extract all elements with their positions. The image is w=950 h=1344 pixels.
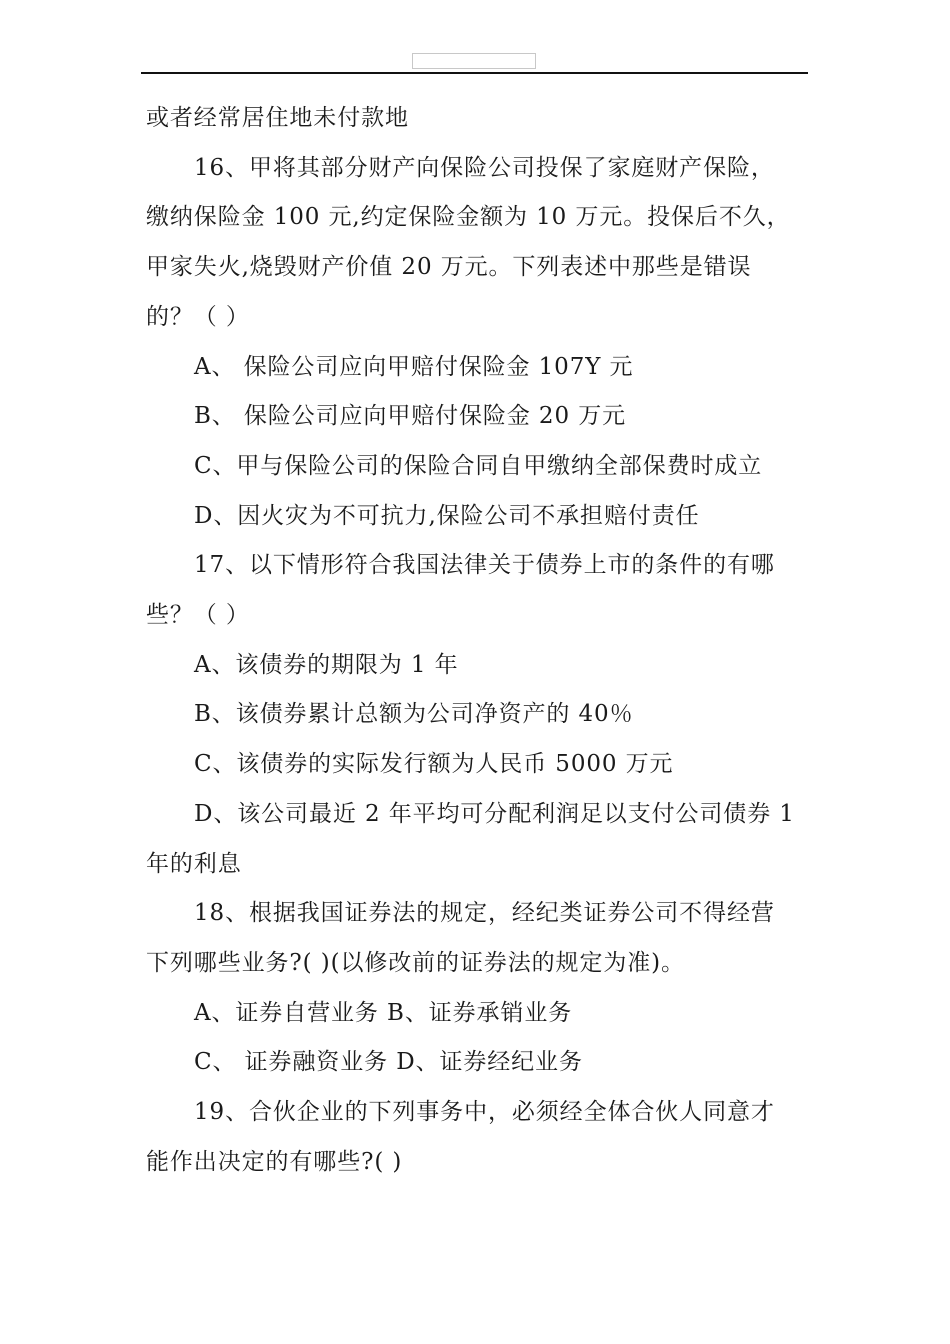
text-line-7: B、 保险公司应向甲赔付保险金 20 万元 <box>194 403 627 430</box>
text-line-16: 年的利息 <box>146 850 242 877</box>
text-line-1: 或者经常居住地未付款地 <box>146 105 409 131</box>
text-line-20: C、 证券融资业务 D、证券经纪业务 <box>194 1049 583 1076</box>
text-line-8: C、甲与保险公司的保险合同自甲缴纳全部保费时成立 <box>194 452 763 479</box>
text-line-11: 些？（ ） <box>146 602 250 629</box>
text-line-12: A、该债券的期限为 1 年 <box>194 651 459 678</box>
text-line-21: 19、合伙企业的下列事务中，必须经全体合伙人同意才 <box>194 1099 775 1126</box>
text-line-10: 17、以下情形符合我国法律关于债券上市的条件的有哪 <box>194 552 775 579</box>
text-line-19: A、证券自营业务 B、证券承销业务 <box>194 999 573 1026</box>
page-header-box <box>412 53 536 69</box>
text-line-3: 缴纳保险金 100 元,约定保险金额为 10 万元。投保后不久， <box>146 204 791 231</box>
text-line-22: 能作出决定的有哪些?( ) <box>146 1148 403 1175</box>
text-line-17: 18、根据我国证券法的规定，经纪类证券公司不得经营 <box>194 900 775 927</box>
document-body <box>146 94 808 1187</box>
text-line-6: A、 保险公司应向甲赔付保险金 107Y 元 <box>194 353 634 380</box>
text-line-5: 的？（ ） <box>146 303 250 330</box>
text-line-15: D、该公司最近 2 年平均可分配利润足以支付公司债券 1 <box>194 800 795 827</box>
text-line-13: B、该债券累计总额为公司净资产的 40％ <box>194 701 634 728</box>
text-line-4: 甲家失火,烧毁财产价值 20 万元。下列表述中那些是错误 <box>146 254 752 281</box>
text-line-14: C、该债券的实际发行额为人民币 5000 万元 <box>194 751 674 778</box>
text-line-18: 下列哪些业务?( )(以修改前的证券法的规定为准)。 <box>146 949 685 976</box>
text-line-2: 16、甲将其部分财产向保险公司投保了家庭财产保险， <box>194 154 775 181</box>
header-divider <box>141 72 808 74</box>
text-line-9: D、因火灾为不可抗力,保险公司不承担赔付责任 <box>194 502 700 529</box>
